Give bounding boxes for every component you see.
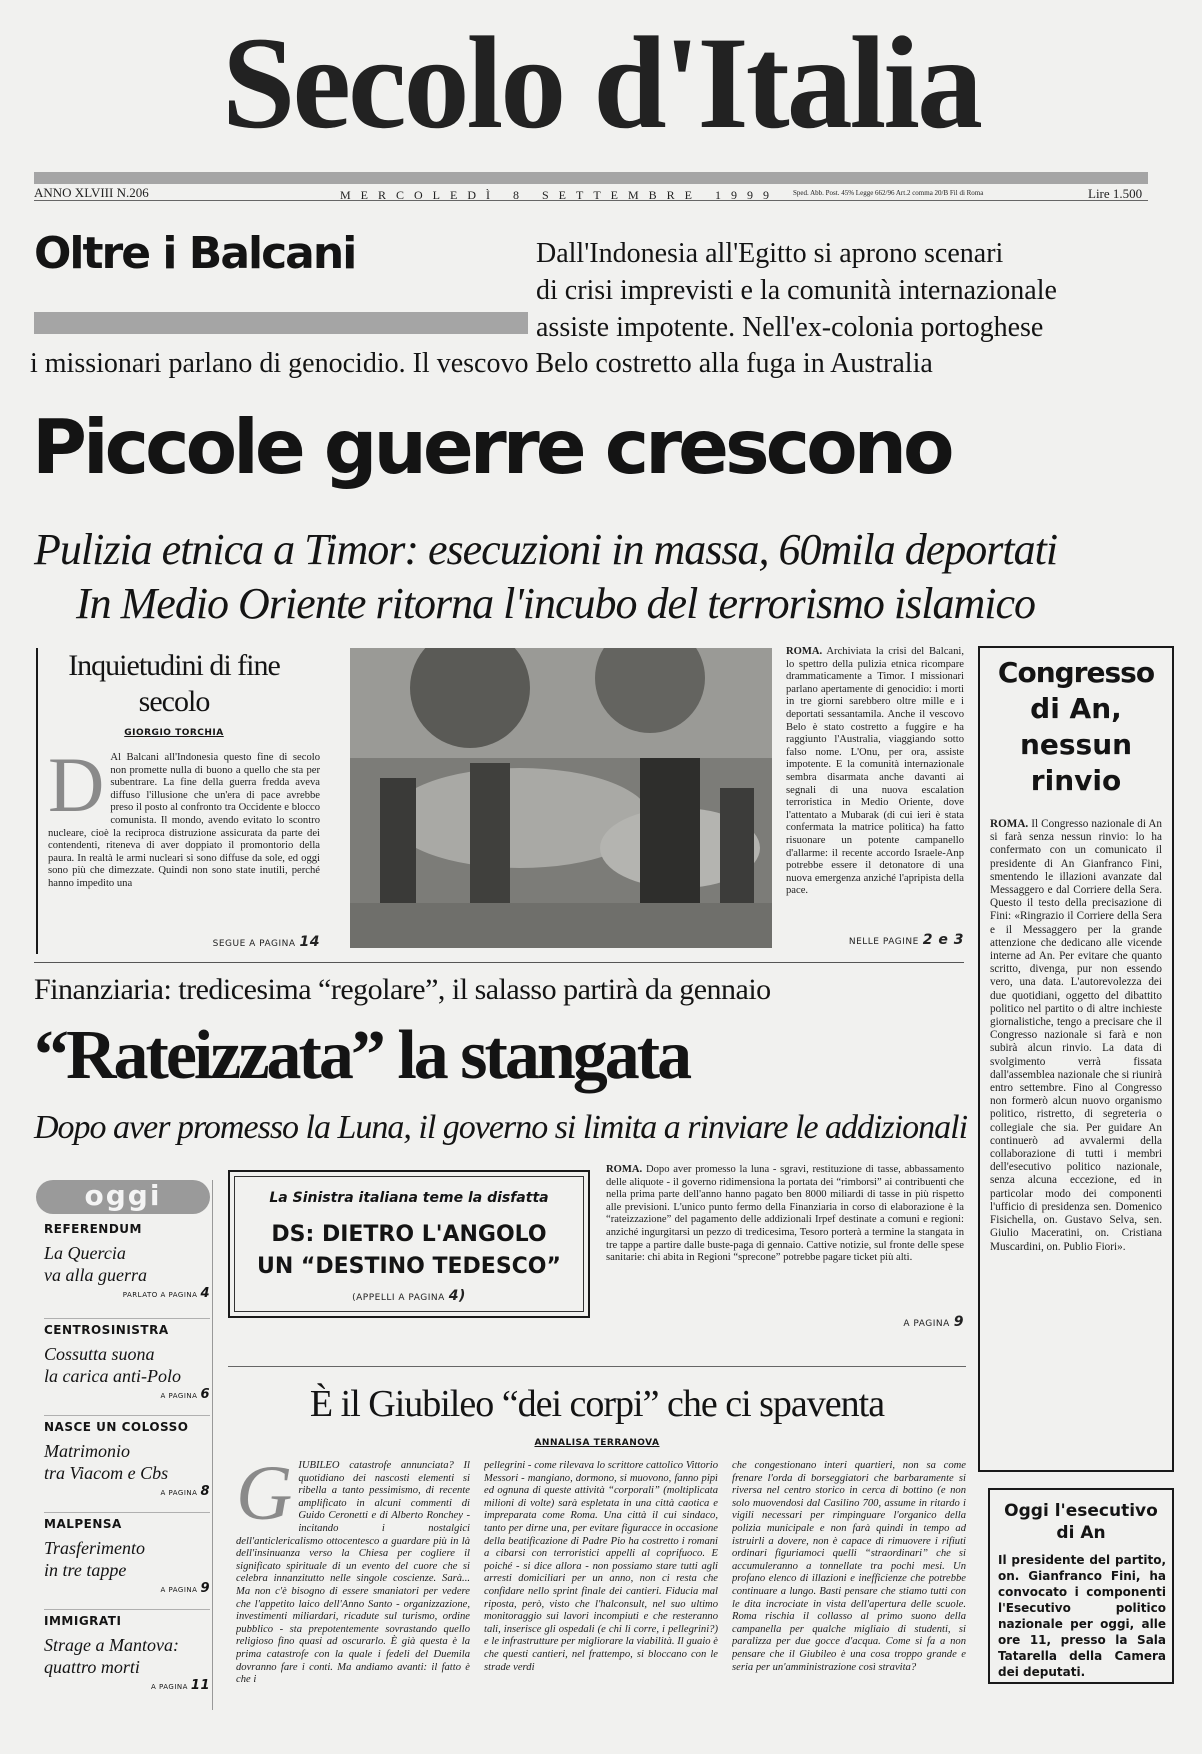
giubileo-rule bbox=[228, 1366, 966, 1367]
oggi-item-section: REFERENDUM bbox=[44, 1222, 142, 1236]
masthead-title: Secolo d'Italia bbox=[221, 9, 981, 156]
oggi-item-section: IMMIGRATI bbox=[44, 1614, 122, 1628]
giubileo-headline: È il Giubileo “dei corpi” che ci spaventa bbox=[309, 1383, 885, 1425]
congresso-title-2: di An, bbox=[1030, 692, 1122, 725]
editorial-body bbox=[48, 752, 320, 920]
oggi-item-title-2: in tre tappe bbox=[44, 1560, 127, 1580]
oggi-ref-label: A PAGINA bbox=[160, 1392, 198, 1400]
congresso-title-1: Congresso bbox=[997, 656, 1155, 689]
sinistra-ref-label: (APPELLI A PAGINA bbox=[352, 1293, 445, 1303]
oggi-item-title-1: Trasferimento bbox=[44, 1538, 146, 1558]
editorial-ref-page: 14 bbox=[299, 934, 320, 950]
oggi-item-ref bbox=[44, 1484, 210, 1499]
oggi-item-colosso[interactable] bbox=[44, 1416, 210, 1512]
editorial-text: Al Balcani all'Indonesia questo fine di secolo non promette nulla di buono a quello che sta per subentrare. La fine della guerra fredda aveva diffuso l'illusione che un'era di pace avrebbe preso il posto al confronto tra Occidente e blocco comunista. Il mondo, avendo evitato lo scontro nucleare, cioè la reciproca distruzione assicurata da parte dei contendenti, riteneva di aver doppiato il promontorio della paura. In realtà le armi nucleari si sono diffuse da sole, ed oggi sono più che dimezzate. Quindi non sono state inutili, perché hanno impedito una bbox=[48, 752, 320, 889]
top-deck-line-3: assiste impotente. Nell'ex-colonia portoghese bbox=[536, 312, 1044, 343]
oggi-item-title-1: Cossutta suona bbox=[44, 1344, 155, 1364]
oggi-item-malpensa[interactable] bbox=[44, 1513, 210, 1609]
giubileo-author: ANNALISA TERRANOVA bbox=[534, 1438, 660, 1448]
top-kicker: Oltre i Balcani bbox=[34, 228, 356, 279]
finanziaria-ref-label: A PAGINA bbox=[903, 1319, 950, 1329]
sinistra-ref-page: 4) bbox=[448, 1288, 466, 1304]
sinistra-line-2: UN “DESTINO TEDESCO” bbox=[257, 1254, 561, 1279]
oggi-item-title-2: va alla guerra bbox=[44, 1265, 147, 1285]
oggi-item-immigrati[interactable] bbox=[44, 1610, 210, 1706]
main-headline: Piccole guerre crescono bbox=[32, 403, 951, 491]
issue-price: Lire 1.500 bbox=[1088, 186, 1143, 201]
section-rule bbox=[34, 962, 964, 963]
lead-continue-ref[interactable] bbox=[786, 932, 964, 948]
oggi-item-title-2: quattro morti bbox=[44, 1657, 140, 1677]
oggi-item-title-1: Strage a Mantova: bbox=[44, 1635, 179, 1655]
oggi-ref-page: 6 bbox=[200, 1387, 210, 1402]
finanziaria-dateline: ROMA. bbox=[606, 1164, 643, 1175]
oggi-item-title-2: tra Viacom e Cbs bbox=[44, 1463, 169, 1483]
giubileo-dropcap: G bbox=[236, 1460, 293, 1536]
oggi-ref-label: A PAGINA bbox=[160, 1489, 198, 1497]
congresso-text: Il Congresso nazionale di An si farà senza nessun rinvio: lo ha confermato con un comunicato il presidente di An Gianfranco Fini, smentendo le illazioni avanzate dal Messaggero e dal Corriere della Sera. Questo il testo della precisazione di Fini: «Ringrazio il Corriere della Sera e il Messaggero per la grande attenzione che dedicano alle vicende interne ad An. Per evitare che quanto scritto, divenga, pur non essendo vero, una data. L'autorevolezza dei due quotidiani, oggetto del dibattito politico nel partito o di altre inchieste giornalistiche, tengo a precisare che il Congresso nazionale si farà e non subirà alcun rinvio. La data di svolgimento verrà fissata dall'assemblea nazionale che si riunirà entro settembre. Fino al Congresso non formerò alcun nuovo organismo politico, ristretto, di segreteria o collegiale che sia. Per guidare An continuerò ad avvalermi della collaborazione di tutti i membri dell'esecutivo politico nazionale, senza alcuna eccezione, ed in particolar modo dei componenti l'ufficio di presidenza sen. Domenico Fisichella, on. Gustavo Selva, sen. Giulio Maceratini, on. Cristiana Muscardini, on. Publio Fiori». bbox=[990, 818, 1162, 1253]
photo-illustration bbox=[350, 648, 772, 948]
esecutivo-body: Il presidente del partito, on. Gianfranco Fini, ha convocato i componenti l'Esecutivo politico nazionale per oggi, alle ore 11, presso la Sala Tatarella della Camera dei deputati. bbox=[998, 1553, 1166, 1679]
finanziaria-text: Dopo aver promesso la luna - sgravi, restituzione di tasse, abbassamento delle aliquote - il governo ridimensiona la portata dei “rimborsi” ai contribuenti che nella prima parte dell'anno hanno pagato ben 8000 miliardi di tasse in più rispetto alle previsioni. L'unico punto fermo della Finanziaria in corso di elaborazione è la “rateizzazione” del pagamento delle addizionali Irpef destinate a comuni e regioni: anziché ingurgitarsi un pezzo di tredicesima, Tesoro porterà a termine la stangata in tre tappe a partire dalle buste-paga di gennaio. Cattive notizie, sul fronte delle spese sanitarie: chi abita in Regioni “sprecone” potrebbe pagare ticket più alti. bbox=[606, 1164, 964, 1264]
finanziaria-kicker: Finanziaria: tredicesima “regolare”, il salasso partirà da gennaio bbox=[34, 973, 771, 1006]
oggi-ref-page: 8 bbox=[200, 1484, 210, 1499]
masthead-rule bbox=[34, 172, 1148, 184]
oggi-list bbox=[44, 1222, 210, 1706]
finanziaria-continue-ref[interactable] bbox=[806, 1314, 964, 1330]
editorial-author: GIORGIO TORCHIA bbox=[124, 728, 224, 738]
kicker-grey-bar bbox=[34, 312, 528, 334]
oggi-item-centrosinistra[interactable] bbox=[44, 1319, 210, 1415]
oggi-item-title-2: la carica anti-Polo bbox=[44, 1366, 181, 1386]
postal-notice: Sped. Abb. Post. 45% Legge 662/96 Art.2 comma 20/B Fil di Roma bbox=[793, 189, 984, 197]
top-deck-line-1: Dall'Indonesia all'Egitto si aprono scenari bbox=[536, 238, 1004, 269]
sinistra-kicker: La Sinistra italiana teme la disfatta bbox=[269, 1190, 549, 1206]
main-subhead-1: Pulizia etnica a Timor: esecuzioni in massa, 60mila deportati bbox=[34, 525, 1058, 574]
esecutivo-title-1: Oggi l'esecutivo bbox=[1004, 1501, 1158, 1521]
oggi-item-section: CENTROSINISTRA bbox=[44, 1323, 169, 1337]
sinistra-line-1: DS: DIETRO L'ANGOLO bbox=[271, 1222, 547, 1247]
finanziaria-ref-page: 9 bbox=[953, 1314, 964, 1330]
giubileo-col-1 bbox=[236, 1460, 470, 1710]
oggi-item-ref bbox=[44, 1286, 210, 1301]
issue-number: ANNO XLVIII N.206 bbox=[34, 185, 149, 200]
oggi-item-section: NASCE UN COLOSSO bbox=[44, 1420, 189, 1434]
congresso-body bbox=[990, 818, 1162, 1466]
issue-date: MERCOLEDÌ 8 SETTEMBRE 1999 bbox=[340, 188, 779, 202]
lead-ref-label: NELLE PAGINE bbox=[848, 937, 919, 947]
oggi-item-title-1: Matrimonio bbox=[44, 1441, 131, 1461]
congresso-dateline: ROMA. bbox=[990, 818, 1029, 830]
editorial-ref-label: SEGUE A PAGINA bbox=[212, 939, 296, 949]
editorial-continue-ref[interactable] bbox=[148, 934, 320, 950]
oggi-ref-page: 4 bbox=[200, 1286, 210, 1301]
editorial-dropcap: D bbox=[48, 752, 105, 828]
news-photo bbox=[350, 648, 772, 948]
oggi-ref-label: A PAGINA bbox=[160, 1586, 198, 1594]
finanziaria-body bbox=[606, 1164, 964, 1314]
main-subhead-2: In Medio Oriente ritorna l'incubo del terrorismo islamico bbox=[76, 579, 1036, 628]
editorial-title: Inquietudini di fine secolo bbox=[68, 649, 280, 718]
oggi-item-title-1: La Quercia bbox=[44, 1243, 126, 1263]
oggi-item-section: MALPENSA bbox=[44, 1517, 122, 1531]
oggi-item-ref bbox=[44, 1678, 210, 1693]
giubileo-col-3: che congestionano interi quartieri, non sa come frenare l'orda di borseggiatori che barbaramente si riversa nel centro storico in cerca di bottino (e non solo muovendosi dal Casilino 700, assume in ritardo i vigili necessari per rimpinguare l'organico della polizia municipale e non farà quindi in tempo ad istruirli a dovere, non è capace di rimuovere i rifiuti ordinari figuriamoci quelli “straordinari” che si accumuleranno a tonnellate tra pochi mesi. Un profano elenco di illazioni e inefficienze che potrebbe continuare a lungo. Basti pensare che stiamo tutti con le dita incrociate in vista dell'apertura delle scuole. Roma rischia il collasso al primo suono della campanella per qualche migliaio di studenti, si paralizza per due gocce d'acqua. Come si fa a non pensare che il Giubileo è una cosa troppo grande e seria per un'amministrazione così stravita? bbox=[732, 1460, 966, 1673]
lead-ref-page: 2 e 3 bbox=[922, 932, 964, 948]
congresso-title-4: rinvio bbox=[1030, 764, 1122, 797]
oggi-item-referendum[interactable] bbox=[44, 1222, 210, 1318]
sinistra-continue-ref[interactable] bbox=[234, 1288, 584, 1304]
lead-text: Archiviata la crisi del Balcani, lo spettro della pulizia etnica ricompare drammaticamente a Timor. I missionari parlano apertamente di genocidio: i morti in tre giorni sarebbero oltre mille e i deportati sessantamila. Anche il vescovo Belo è stato costretto a fuggire e ha raggiunto l'Australia, viaggiando sotto falso nome. L'Onu, per ora, assiste impotente. E la comunità internazionale sembra disarmata anche davanti ai segnali di una nuova escalation terroristica in Medio Oriente, dove l'attentato a Mubarak (di cui ieri è stata confermata la matrice politica) ha fatto risuonare un potente campanello d'allarme: il recente accordo Israele-Anp potrebbe essere il detonatore di una nuova emergenza anziché l'apripista della pace. bbox=[786, 646, 964, 897]
oggi-ref-page: 11 bbox=[190, 1678, 210, 1693]
finanziaria-headline: “Rateizzata” la stangata bbox=[34, 1017, 690, 1094]
oggi-ref-label: A PAGINA bbox=[150, 1683, 188, 1691]
top-deck-line-4: i missionari parlano di genocidio. Il vescovo Belo costretto alla fuga in Australia bbox=[30, 348, 933, 379]
esecutivo-title-2: di An bbox=[1056, 1523, 1106, 1543]
lead-dateline: ROMA. bbox=[786, 646, 823, 657]
congresso-title-3: nessun bbox=[1019, 728, 1133, 761]
top-deck-line-2: di crisi imprevisti e la comunità internazionale bbox=[536, 275, 1057, 306]
giubileo-col-1-text: IUBILEO catastrofe annunciata? Il quotidiano dei nascosti elementi si ribella a tanto pessimismo, di recente amplificato in alcuni commenti di Guido Ceronetti e di Alberto Ronchey - incitando i nostalgici dell'anticlericalismo ottocentesco a guardare più in là dell'insinuanza verso la Chiesa per cogliere il significato spirituale di un evento del cuore che si celebra innanzitutto nelle singole coscienze. Sarà... Ma non c'è bisogno di essere smaniatori per vedere che l'appetito laico dell'Anno Santo - organizzazione, investimenti miliardari, ricadute sul turismo, ordine pubblico - sta prepotentemente sovrastando quello religioso fino quasi ad oscurarlo. È già questa è la prima catastrofe con la quale i fedeli del Duemila dovranno fare i conti. Ma andiamo avanti: il fatto è che i bbox=[236, 1460, 470, 1686]
oggi-item-ref bbox=[44, 1581, 210, 1596]
oggi-ref-label: PARLATO A PAGINA bbox=[122, 1291, 198, 1299]
oggi-item-ref bbox=[44, 1387, 210, 1402]
giubileo-col-2: pellegrini - come rilevava lo scrittore cattolico Vittorio Messori - mangiano, dormono, si muovono, fanno pipì ed ognuna di queste attività “corporali” (moltiplicata milioni di volte) sarà espletata in una città caotica e impreparata come Roma. Una città il cui sindaco, tanto per dirne una, per evitare figuracce in occasione della beatificazione di Padre Pio ha costretto i romani a cibarsi con terroristici appelli al coprifuoco. E poiché - si dice allora - non possiamo stare tutti agli arresti domiciliari per un anno, non ci resta che confidare nello sprint finale dei cantieri. Fiducia mal riposta, però, visto che l'halconsult, nel suo ultimo monitoraggio sui lavori incompiuti e che resteranno tali, inserisce gli ospedali (e chi li corre, i pellegrini?) e le infrastrutture per migliorare la viabilità. Il guaio è che questi cantieri, nel frattempo, si bloccano con le strade verdi bbox=[484, 1460, 718, 1673]
finanziaria-subhead: Dopo aver promesso la Luna, il governo si limita a rinviare le addizionali bbox=[34, 1109, 968, 1146]
oggi-ref-page: 9 bbox=[200, 1581, 210, 1596]
lead-body bbox=[786, 646, 964, 926]
oggi-header: oggi bbox=[84, 1179, 162, 1212]
editorial-rule bbox=[36, 648, 38, 954]
oggi-rule bbox=[212, 1180, 213, 1710]
